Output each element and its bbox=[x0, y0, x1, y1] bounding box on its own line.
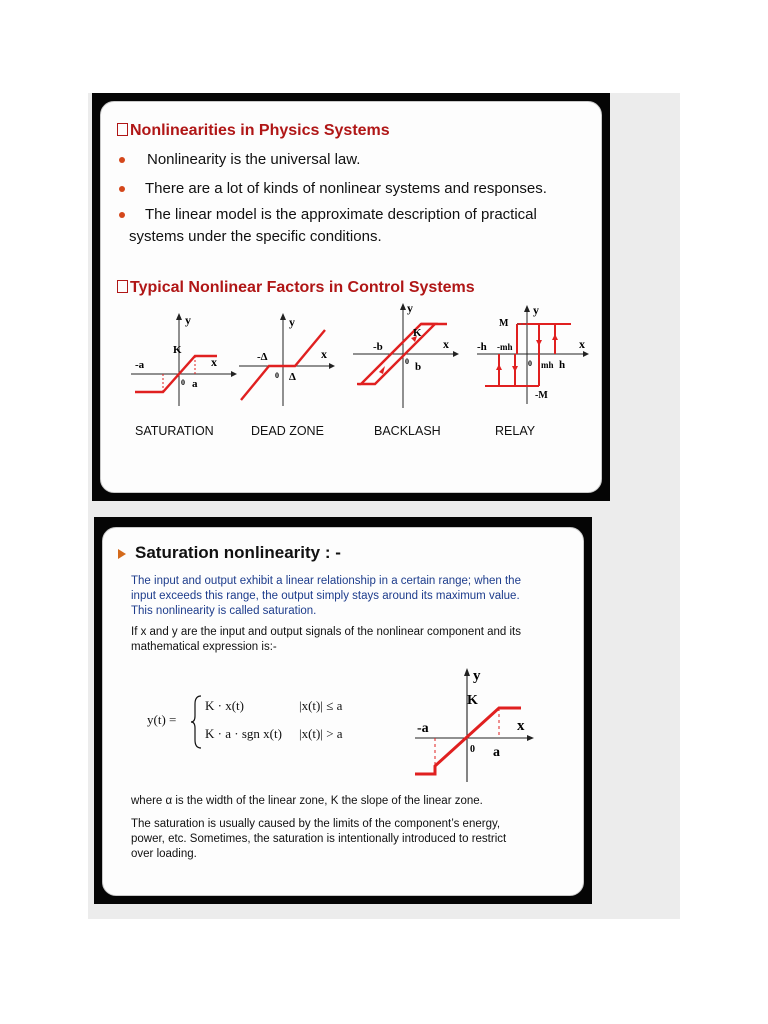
heading-typical-factors: Typical Nonlinear Factors in Control Systems bbox=[117, 279, 475, 297]
arrow-bullet-icon bbox=[118, 549, 126, 559]
formula-case1: K · x(t) bbox=[205, 698, 244, 713]
origin-label: 0 bbox=[528, 359, 532, 368]
k-label: K bbox=[173, 344, 182, 356]
x-axis-label: x bbox=[211, 355, 217, 369]
origin-label: 0 bbox=[275, 371, 279, 380]
bullet-2: There are a lot of kinds of nonlinear systems and responses. bbox=[145, 180, 547, 197]
bullet-3: The linear model is the approximate description of practical bbox=[145, 206, 537, 223]
saturation-formula bbox=[143, 694, 383, 750]
bullet-1: Nonlinearity is the universal law. bbox=[147, 151, 361, 168]
bullet-dot-icon bbox=[119, 186, 125, 192]
para-expression-line2: mathematical expression is:- bbox=[131, 641, 277, 653]
checkbox-icon bbox=[117, 123, 128, 136]
y-axis-label: y bbox=[473, 668, 481, 684]
neg-m-label: -M bbox=[535, 390, 548, 401]
a-label: a bbox=[192, 378, 198, 390]
saturation-diagram bbox=[125, 310, 237, 408]
m-label: M bbox=[499, 318, 509, 329]
slide-title: Saturation nonlinearity : - bbox=[135, 543, 341, 562]
dead-zone-diagram bbox=[235, 310, 339, 408]
slide-nonlinearities bbox=[92, 93, 610, 501]
saturation-diagram-large bbox=[409, 664, 539, 784]
para-where: where α is the width of the linear zone, K the slope of the linear zone. bbox=[131, 795, 483, 807]
formula-lhs: y(t) = bbox=[147, 712, 177, 727]
para-cause-line1: The saturation is usually caused by the limits of the component’s energy, bbox=[131, 818, 501, 830]
formula-cond1: |x(t)| ≤ a bbox=[299, 698, 343, 713]
slide-body bbox=[100, 101, 602, 493]
origin-label: 0 bbox=[405, 357, 409, 366]
y-axis-label: y bbox=[289, 315, 295, 329]
brace-icon bbox=[191, 694, 203, 750]
checkbox-icon bbox=[117, 280, 128, 293]
origin-label: 0 bbox=[470, 744, 475, 755]
formula-case2: K · a · sgn x(t) bbox=[205, 726, 282, 741]
delta-label: Δ bbox=[289, 371, 296, 383]
k-label: K bbox=[467, 693, 478, 708]
para-cause-line2: power, etc. Sometimes, the saturation is intentionally introduced to restrict bbox=[131, 833, 507, 845]
para-definition-line1: The input and output exhibit a linear relationship in a certain range; when the bbox=[131, 575, 521, 587]
x-axis-label: x bbox=[443, 337, 449, 351]
formula-cond2: |x(t)| > a bbox=[299, 726, 343, 741]
neg-h-label: -h bbox=[477, 341, 487, 353]
bullet-3-continuation: systems under the specific conditions. bbox=[129, 228, 382, 245]
para-expression-line1: If x and y are the input and output signals of the nonlinear component and its bbox=[131, 626, 521, 638]
neg-b-label: -b bbox=[373, 341, 383, 353]
para-definition-line2: input exceeds this range, the output simply stays around its maximum value. bbox=[131, 590, 520, 602]
x-axis-label: x bbox=[517, 718, 525, 734]
neg-a-label: -a bbox=[135, 359, 145, 371]
neg-a-label: -a bbox=[417, 721, 429, 736]
slide-body bbox=[102, 527, 584, 896]
y-axis-label: y bbox=[185, 313, 191, 327]
mh-label: mh bbox=[541, 360, 554, 370]
caption-backlash: BACKLASH bbox=[374, 424, 441, 438]
relay-diagram bbox=[475, 304, 593, 408]
y-axis-label: y bbox=[533, 304, 539, 317]
y-axis-label: y bbox=[407, 302, 413, 315]
a-label: a bbox=[493, 745, 500, 760]
para-cause-line3: over loading. bbox=[131, 848, 197, 860]
slide-saturation-nonlinearity bbox=[94, 517, 592, 904]
para-definition-line3: This nonlinearity is called saturation. bbox=[131, 605, 317, 617]
caption-relay: RELAY bbox=[495, 424, 536, 438]
backlash-diagram bbox=[351, 302, 463, 412]
origin-label: 0 bbox=[181, 378, 185, 387]
neg-delta-label: -Δ bbox=[257, 351, 268, 363]
b-label: b bbox=[415, 361, 422, 373]
heading-nonlinearities: Nonlinearities in Physics Systems bbox=[117, 122, 390, 140]
x-axis-label: x bbox=[579, 337, 585, 351]
neg-mh-label: -mh bbox=[497, 342, 513, 352]
x-axis-label: x bbox=[321, 347, 327, 361]
bullet-dot-icon bbox=[119, 212, 125, 218]
bullet-dot-icon bbox=[119, 157, 125, 163]
k-label: K bbox=[413, 327, 422, 339]
caption-dead-zone: DEAD ZONE bbox=[251, 424, 324, 438]
h-label: h bbox=[559, 359, 566, 371]
caption-saturation: SATURATION bbox=[135, 424, 214, 438]
